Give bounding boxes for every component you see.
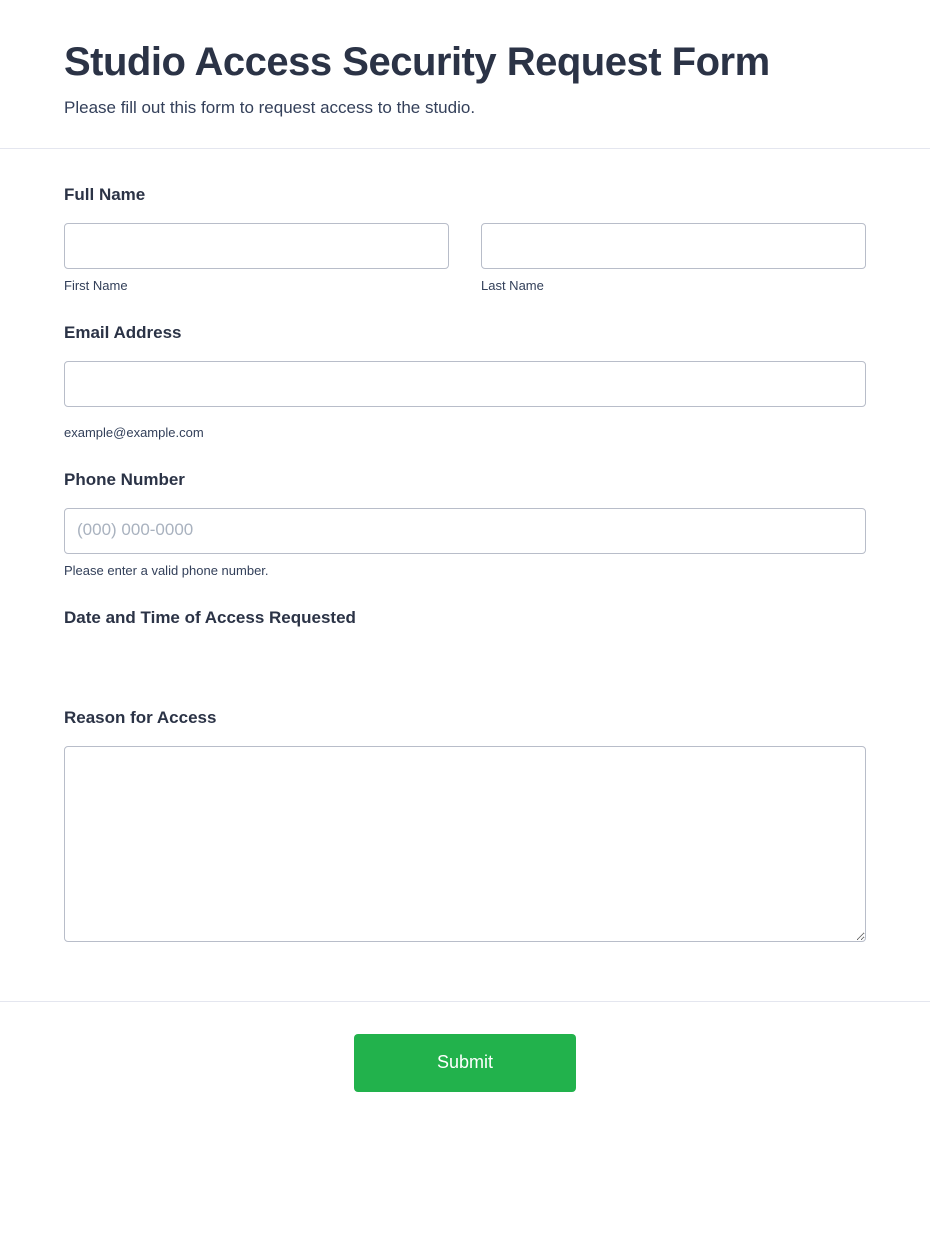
phone-input[interactable] xyxy=(64,508,866,554)
page-subtitle: Please fill out this form to request access to the studio. xyxy=(64,97,476,117)
form-header xyxy=(0,0,930,149)
field-email xyxy=(64,323,866,440)
first-name-sublabel: First Name xyxy=(64,277,128,293)
page-title: Studio Access Security Request Form xyxy=(64,40,770,84)
email-label: Email Address xyxy=(64,322,182,342)
datetime-label: Date and Time of Access Requested xyxy=(64,607,356,627)
phone-label: Phone Number xyxy=(64,469,185,489)
last-name-input[interactable] xyxy=(481,223,866,269)
field-datetime xyxy=(64,608,866,668)
submit-button[interactable]: Submit xyxy=(354,1034,576,1092)
full-name-row xyxy=(64,223,866,293)
reason-textarea[interactable] xyxy=(64,746,866,942)
field-full-name xyxy=(64,185,866,293)
email-input[interactable] xyxy=(64,361,866,407)
last-name-group xyxy=(481,223,866,293)
first-name-group xyxy=(64,223,449,293)
field-phone xyxy=(64,470,866,578)
form-footer xyxy=(0,1001,930,1132)
full-name-label: Full Name xyxy=(64,184,146,204)
last-name-sublabel: Last Name xyxy=(481,277,544,293)
phone-sublabel: Please enter a valid phone number. xyxy=(64,562,269,578)
form-body xyxy=(0,149,930,1001)
email-sublabel: example@example.com xyxy=(64,424,204,440)
first-name-input[interactable] xyxy=(64,223,449,269)
field-reason xyxy=(64,708,866,947)
reason-label: Reason for Access xyxy=(64,707,217,727)
